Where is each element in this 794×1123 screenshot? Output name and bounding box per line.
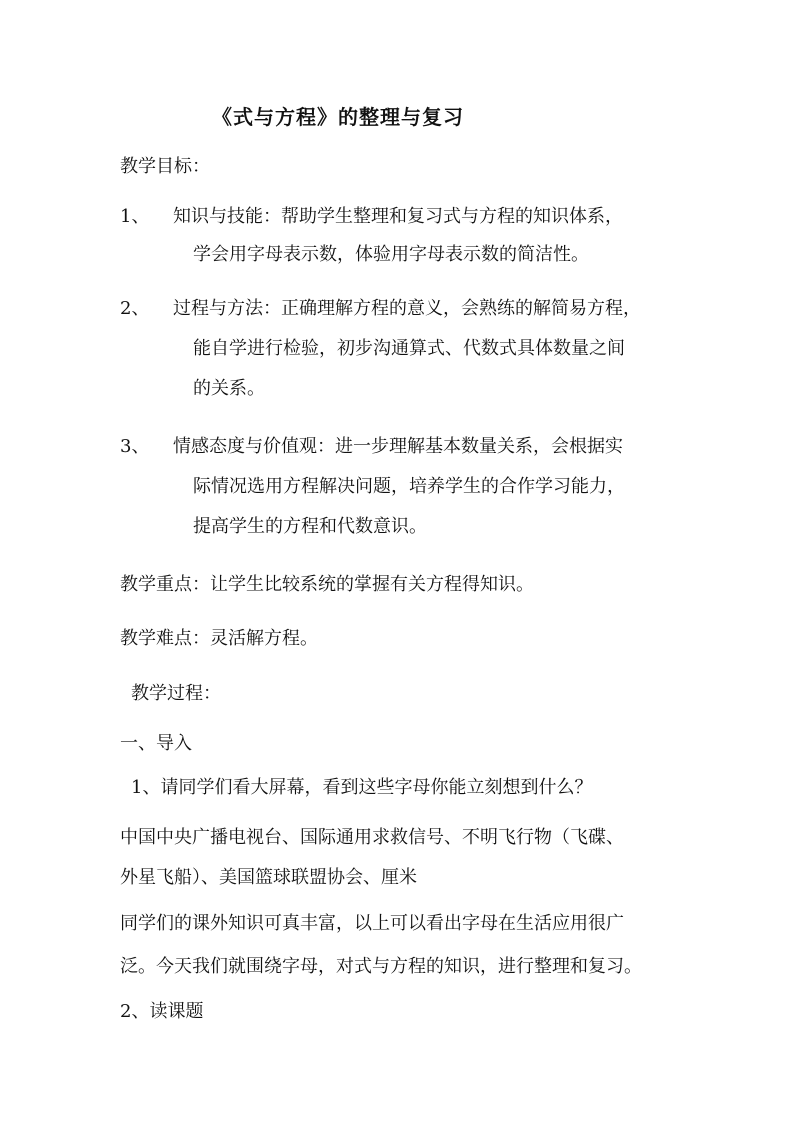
summary-line-2: 泛。今天我们就围绕字母，对式与方程的知识，进行整理和复习。 <box>120 956 642 977</box>
objective-1-line-1: 知识与技能：帮助学生整理和复习式与方程的知识体系， <box>173 206 623 227</box>
objective-2-number: 2、 <box>120 298 150 319</box>
objective-2-line-2: 能自学进行检验，初步沟通算式、代数式具体数量之间 <box>193 338 625 359</box>
objective-1-number: 1、 <box>120 206 150 227</box>
key-point: 教学重点：让学生比较系统的掌握有关方程得知识。 <box>120 574 534 595</box>
objective-3-line-1: 情感态度与价值观：进一步理解基本数量关系，会根据实 <box>173 436 623 457</box>
examples-line-2: 外星飞船）、美国篮球联盟协会、厘米 <box>120 867 417 888</box>
examples-line-1: 中国中央广播电视台、国际通用求救信号、不明飞行物（飞碟、 <box>120 827 624 848</box>
objectives-heading: 教学目标： <box>120 156 210 177</box>
objective-2-line-1: 过程与方法：正确理解方程的意义，会熟练的解简易方程， <box>173 298 641 319</box>
process-heading: 教学过程： <box>131 683 221 704</box>
difficulty: 教学难点：灵活解方程。 <box>120 628 318 649</box>
objective-2-line-3: 的关系。 <box>193 378 265 399</box>
step-one: 1、请同学们看大屏幕，看到这些字母你能立刻想到什么？ <box>131 777 593 798</box>
objective-3-number: 3、 <box>120 436 150 457</box>
section-one-heading: 一、导入 <box>120 733 192 754</box>
objective-1-line-2: 学会用字母表示数，体验用字母表示数的简洁性。 <box>193 244 589 265</box>
objective-3-line-2: 际情况选用方程解决问题，培养学生的合作学习能力， <box>193 476 625 497</box>
step-two: 2、读课题 <box>120 1001 204 1022</box>
summary-line-1: 同学们的课外知识可真丰富，以上可以看出字母在生活应用很广 <box>120 913 624 934</box>
document-title: 《式与方程》的整理与复习 <box>212 105 464 129</box>
objective-3-line-3: 提高学生的方程和代数意识。 <box>193 516 427 537</box>
